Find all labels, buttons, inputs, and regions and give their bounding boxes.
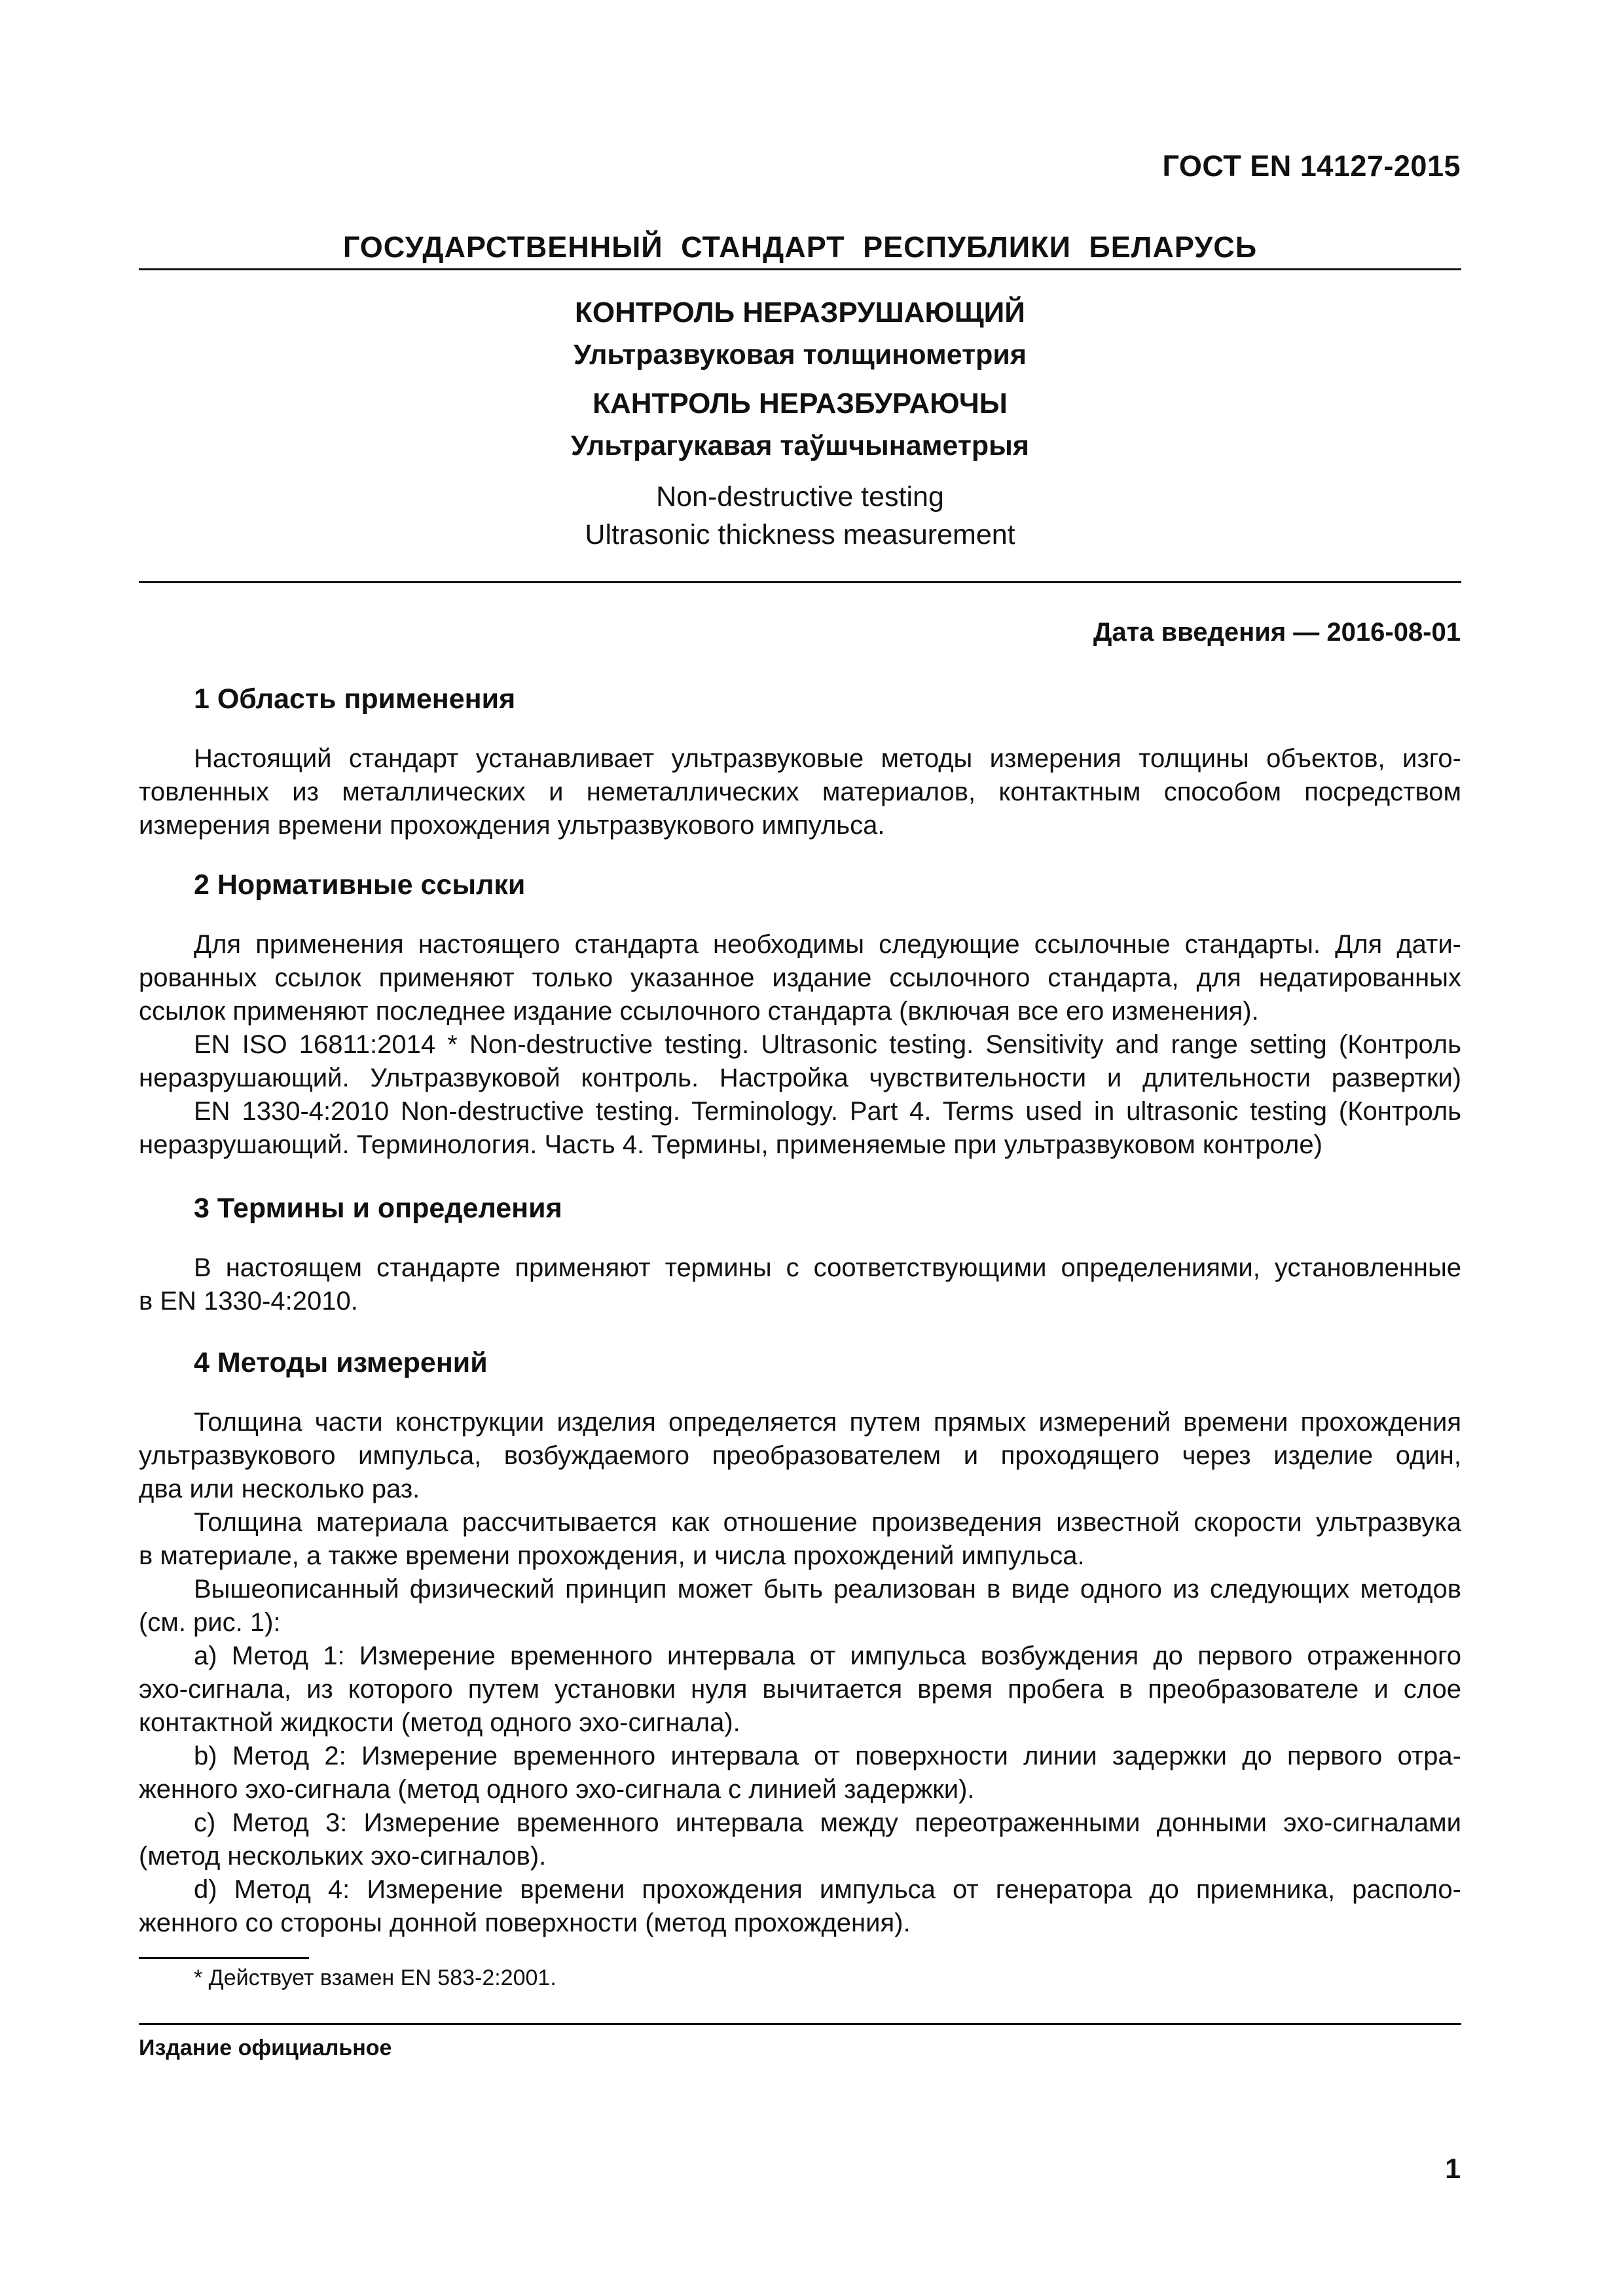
text-line: товленных из металлических и неметаллических материалов, контактным способом посредством [139, 778, 1461, 806]
footer-divider [139, 2023, 1461, 2025]
paragraph [139, 928, 1461, 1028]
section-terms [139, 1189, 1461, 1318]
text-line: Толщина части конструкции изделия определяется путем прямых измерений времени прохождения [194, 1408, 1461, 1437]
text-line: неразрушающий. Терминология. Часть 4. Термины, применяемые при ультразвуковом контроле) [139, 1130, 1322, 1159]
section-heading: 3 Термины и определения [194, 1193, 562, 1224]
reference-entry [139, 1028, 1461, 1095]
footnote: * Действует взамен EN 583-2:2001. [194, 1965, 556, 1990]
text-line: женного со стороны донной поверхности (метод прохождения). [139, 1909, 911, 1937]
title-russian [139, 292, 1461, 376]
text-line: ультразвукового импульса, возбуждаемого преобразователем и проходящего через изделие один, [139, 1441, 1461, 1470]
text-line: c) Метод 3: Измерение временного интервала между переотраженными донными эхо-сигналами [194, 1808, 1461, 1837]
footnote-divider [139, 1957, 309, 1959]
document-number: ГОСТ EN 14127-2015 [1162, 149, 1461, 183]
text-line: женного эхо-сигнала (метод одного эхо-сигнала с линией задержки). [139, 1775, 975, 1804]
text-line: Толщина материала рассчитывается как отношение произведения известной скорости ультразвука [194, 1508, 1461, 1537]
paragraph [139, 1406, 1461, 1506]
section-scope [139, 679, 1461, 842]
section-heading: 4 Методы измерений [194, 1347, 488, 1378]
title-en-sub: Ultrasonic thickness measurement [585, 519, 1015, 550]
paragraph [139, 742, 1461, 842]
method-item-c [139, 1806, 1461, 1873]
title-en-main: Non-destructive testing [656, 481, 944, 512]
section-methods [139, 1343, 1461, 1940]
official-edition-label: Издание официальное [139, 2036, 392, 2060]
text-line: (метод нескольких эхо-сигналов). [139, 1842, 547, 1871]
text-line: Для применения настоящего стандарта необходимы следующие ссылочные стандарты. Для дати- [194, 930, 1461, 959]
reference-entry [139, 1095, 1461, 1162]
text-line: ссылок применяют последнее издание ссылочного стандарта (включая все его изменения). [139, 997, 1259, 1026]
text-line: в EN 1330-4:2010. [139, 1287, 358, 1316]
text-line: измерения времени прохождения ультразвукового импульса. [139, 811, 885, 840]
text-line: В настоящем стандарте применяют термины с соответствующими определениями, установленные [194, 1253, 1461, 1282]
section-heading: 2 Нормативные ссылки [194, 869, 526, 901]
text-line: два или несколько раз. [139, 1475, 420, 1503]
section-heading: 1 Область применения [194, 683, 516, 715]
page-number: 1 [1445, 2153, 1461, 2185]
text-line: Настоящий стандарт устанавливает ультразвуковые методы измерения толщины объектов, изго- [194, 744, 1461, 773]
text-line: в материале, а также времени прохождения, и числа прохождений импульса. [139, 1541, 1085, 1570]
state-standard-title: ГОСУДАРСТВЕННЫЙ СТАНДАРТ РЕСПУБЛИКИ БЕЛАРУСЬ [342, 230, 1258, 264]
section-normative-references [139, 865, 1461, 1162]
method-item-a [139, 1640, 1461, 1740]
method-item-d [139, 1873, 1461, 1940]
title-be-main: КАНТРОЛЬ НЕРАЗБУРАЮЧЫ [593, 387, 1008, 420]
title-divider [139, 581, 1461, 583]
text-line: b) Метод 2: Измерение временного интервала от поверхности линии задержки до первого отра- [194, 1742, 1461, 1770]
text-line: (см. рис. 1): [139, 1608, 281, 1637]
title-be-sub: Ультрагукавая таўшчынаметрыя [571, 430, 1029, 461]
text-line: контактной жидкости (метод одного эхо-сигнала). [139, 1708, 740, 1737]
title-ru-sub: Ультразвуковая толщинометрия [574, 339, 1027, 370]
paragraph [139, 1573, 1461, 1640]
text-line: неразрушающий. Ультразвуковой контроль. Настройка чувствительности и длительности развертки) [139, 1064, 1461, 1092]
text-line: рованных ссылок применяют только указанное издание ссылочного стандарта, для недатированных [139, 963, 1461, 992]
title-english [139, 478, 1461, 554]
text-line: EN ISO 16811:2014 * Non-destructive testing. Ultrasonic testing. Sensitivity and range setting (Контроль [194, 1030, 1461, 1059]
title-belarusian [139, 383, 1461, 467]
text-line: Вышеописанный физический принцип может быть реализован в виде одного из следующих методов [194, 1575, 1461, 1604]
text-line: EN 1330-4:2010 Non-destructive testing. Terminology. Part 4. Terms used in ultrasonic testing (Контроль [194, 1097, 1461, 1126]
text-line: эхо-сигнала, из которого путем установки нуля вычитается время пробега в преобразователе и слое [139, 1675, 1461, 1704]
text-line: d) Метод 4: Измерение времени прохождения импульса от генератора до приемника, располо- [194, 1875, 1461, 1904]
text-line: а) Метод 1: Измерение временного интервала от импульса возбуждения до первого отраженного [194, 1641, 1461, 1670]
title-ru-main: КОНТРОЛЬ НЕРАЗРУШАЮЩИЙ [575, 296, 1025, 329]
method-item-b [139, 1740, 1461, 1806]
paragraph [139, 1251, 1461, 1318]
introduction-date: Дата введения — 2016-08-01 [1093, 618, 1461, 647]
paragraph [139, 1506, 1461, 1573]
header-divider [139, 268, 1461, 270]
